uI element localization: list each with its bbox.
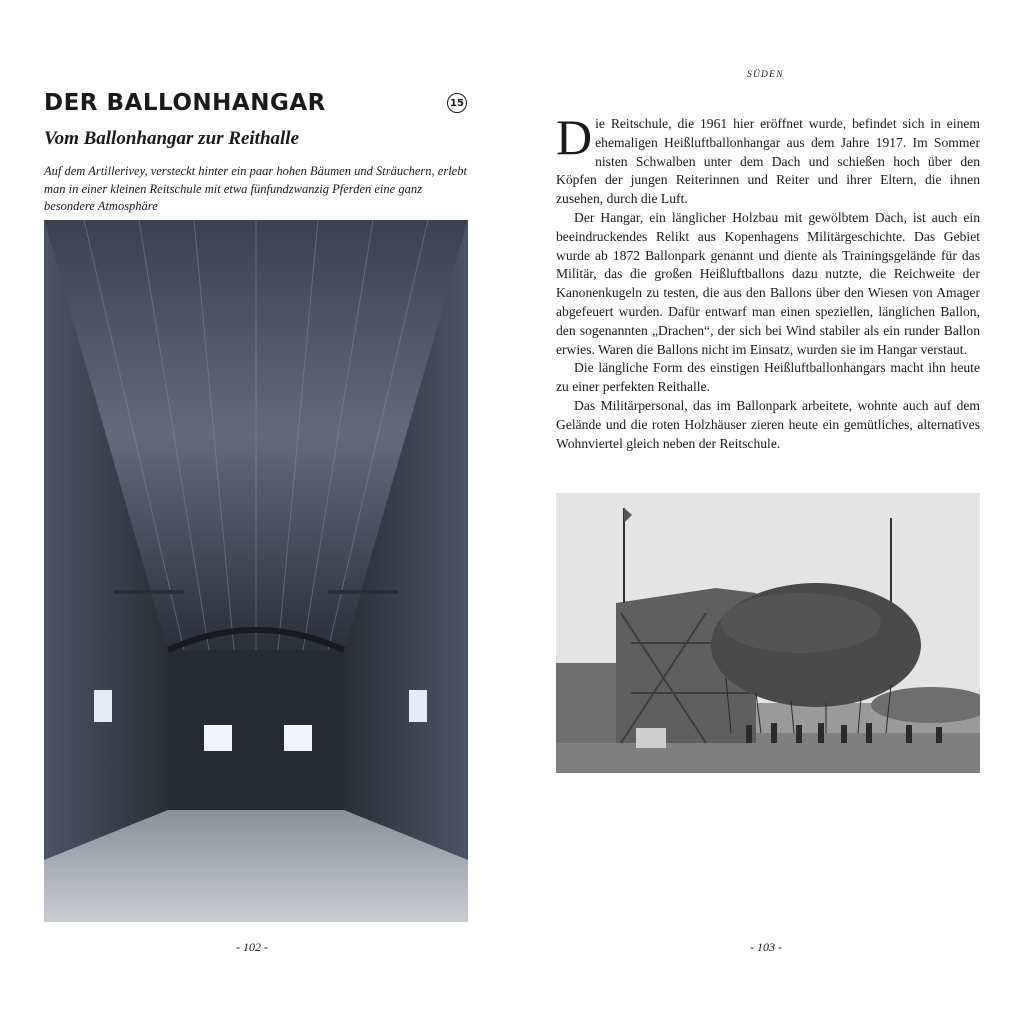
page-number-right: - 103 - [750, 940, 782, 954]
paragraph-1: Die Reitschule, die 1961 hier eröffnet wurde, befindet sich in einem ehemaligen Heißluftballonhangar aus dem Jahre 1917. Im Sommer nisten Schwalben unter dem Dach und schießen hoch über den Köpfen der jungen Reiterinnen und Reiter und ihrer Eltern, die ihnen zusehen, durch die Luft. [556, 109, 980, 207]
page-title: DER BALLONHANGAR [44, 90, 326, 116]
balloon-hangar-illustration [556, 493, 980, 773]
paragraph-2: Der Hangar, ein länglicher Holzbau mit gewölbtem Dach, ist auch ein beeindruckendes Relikt aus Kopenhagens Militärgeschichte. Das Gebiet wurde ab 1872 Ballonpark genannt und diente als Trainingsgelände für das Militär, das die großen Heißluftballons dazu nutzte, die Reichweite der Kanonenkugeln zu testen, die aus den Ballons über den Wiesen von Amager abgefeuert wurden. Dafür entwarf man einen speziellen, länglichen Ballon, den sogenannten „Drachen“, der sich bei Wind stabiler als ein runder Ballon erwies. Waren die Ballons nicht im Einsatz, wurden sie im Hangar verstaut. [556, 209, 980, 357]
riding-hall-illustration [44, 220, 468, 922]
balloon-hangar-photo [556, 493, 980, 773]
chapter-number-badge: 15 [447, 93, 467, 113]
paragraph-4: Das Militärpersonal, das im Ballonpark arbeitete, wohnte auch auf dem Gelände und die roten Holzhäuser zieren heute ein gemütliches, alternatives Wohnviertel gleich neben der Reitschule. [556, 397, 980, 451]
paragraph-3: Die längliche Form des einstigen Heißluftballonhangars macht ihn heute zu einer perfekten Reithalle. [556, 360, 980, 395]
section-label: SÜDEN [747, 70, 784, 80]
riding-hall-photo [44, 220, 468, 922]
body-text [556, 109, 980, 453]
page-number-left: - 102 - [236, 940, 268, 954]
page-subtitle: Vom Ballonhangar zur Reithalle [44, 128, 299, 149]
intro-text: Auf dem Artillerivey, versteckt hinter ein paar hohen Bäumen und Sträuchern, erlebt man in einer kleinen Reitschule mit etwa fünfundzwanzig Pferden eine ganz besondere Atmosphäre [44, 164, 467, 213]
drop-cap: D [556, 109, 593, 165]
